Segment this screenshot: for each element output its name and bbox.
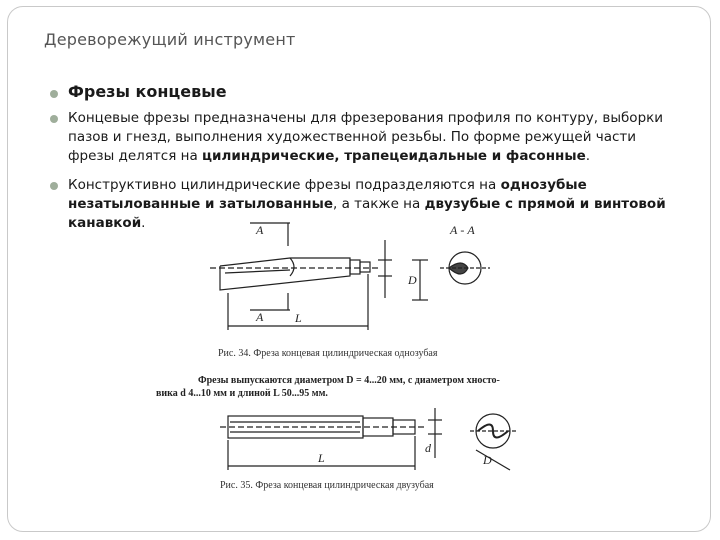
bullet-heading: [46, 82, 676, 101]
types-end: .: [141, 215, 146, 231]
label-a-top: А: [256, 223, 264, 237]
dim-l-1: L: [295, 311, 302, 325]
label-a-bottom: А: [256, 310, 264, 324]
caption-2: Рис. 35. Фреза концевая цилиндрическая двузубая: [220, 480, 434, 491]
purpose-bold: цилиндрические, трапецеидальные и фасонные: [202, 148, 586, 164]
two-tooth-cutter-drawing: [220, 408, 516, 470]
purpose-text: Концевые фрезы предназначены для фрезерования профиля по контуру, выборки пазов и гнезд, выполнения художественной резьбы. По форме режущей части фрезы делятся на: [68, 110, 664, 164]
purpose-end: .: [585, 148, 591, 164]
types-bold-2: двузубые с прямой и винтовой канавкой: [68, 196, 666, 231]
bullet-dot-icon: [50, 182, 58, 190]
single-tooth-cutter-drawing: [210, 223, 490, 330]
slide-title: Дереворежущий инструмент: [44, 30, 296, 49]
dim-d-1: D: [408, 273, 417, 287]
note-line-1: Фрезы выпускаются диаметром D = 4...20 мм, с диаметром хносто-: [198, 375, 500, 386]
dim-d-2: D: [483, 453, 492, 467]
note-line-2: вика d 4...10 мм и длиной L 50...95 мм.: [156, 388, 328, 399]
section-label: А - А: [450, 223, 475, 237]
caption-1: Рис. 34. Фреза концевая цилиндрическая однозубая: [218, 348, 438, 359]
bullet-dot-icon: [50, 115, 58, 123]
types-bold-1: однозубые незатылованные и затылованные: [68, 177, 587, 212]
types-text-2: , а также на: [332, 196, 425, 212]
bullet-dot-icon: [50, 90, 58, 98]
types-text-1: Конструктивно цилиндрические фрезы подразделяются на: [68, 177, 501, 193]
dim-l-2: L: [318, 451, 325, 465]
bullet-purpose: [46, 109, 676, 166]
dim-d-small: d: [425, 441, 431, 455]
heading-text: Фрезы концевые: [68, 82, 227, 101]
technical-drawing: [150, 218, 540, 498]
